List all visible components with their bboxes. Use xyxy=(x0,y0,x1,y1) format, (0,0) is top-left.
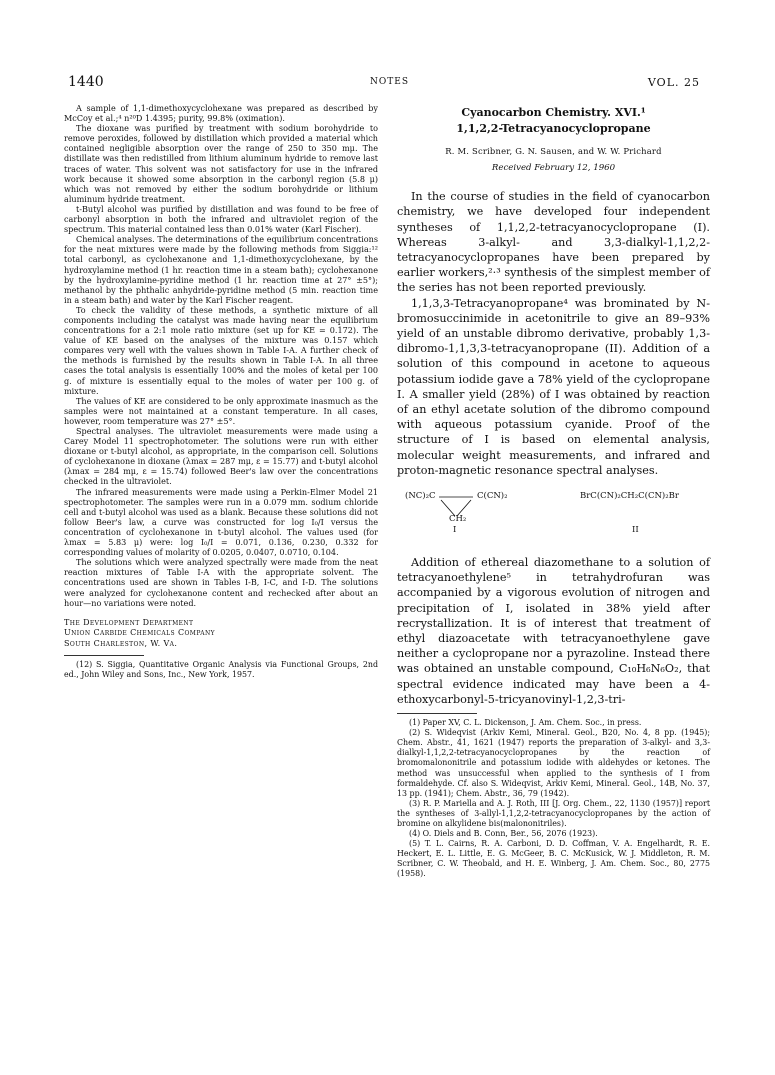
affiliation-line: Union Carbide Chemicals Company xyxy=(64,628,215,638)
paragraph: Spectral analyses. The ultraviolet measurements were made using a Carey Model 11 spectrophotometer. The solutions were run with either dioxane or t-butyl alcohol, as appropriate, in the comparison cell. Solutions of cyclohexanone in dioxane (λmax = 287 mμ, ε = 15.77) and t-butyl alcohol (λmax = 284 mμ, ε = 15.74) followed Beer's law over the concentrations checked in the ultraviolet. xyxy=(64,426,378,487)
paragraph: The infrared measurements were made using a Perkin-Elmer Model 21 spectrophotometer. The samples were run in a 0.079 mm. sodium chloride cell and t-butyl alcohol was used as a blank. Because these solutions did not follow Beer's law, a curve was constructed for log I₀/I versus the concentration of cyclohexanone in t-butyl alcohol. The values used (for λmax = 5.83 μ) were: log I₀/I = 0.071, 0.136, 0.230, 0.332 for corresponding values of molarity of 0.0205, 0.0407, 0.0710, 0.104. xyxy=(64,486,378,558)
footnote: (4) O. Diels and B. Conn, Ber., 56, 2076 (1923). xyxy=(409,829,598,839)
formula-label-i: I xyxy=(453,525,457,536)
footnotes xyxy=(397,718,710,880)
footnote: (2) S. Wideqvist (Arkiv Kemi, Mineral. Geol., B20, No. 4, 8 pp. (1945); Chem. Abstr., 41, 1621 (1947) reports the preparation of 3-alkyl- and 3,3-dialkyl-1,1,2,2-tetracyanocyclopropanes by the reaction of bromomalononitrile and potassium iodide with aldehydes or ketones. The method was unsuccessful when applied to the synthesis of I from formaldehyde. Cf. also S. Wideqvist, Arkiv Kemi, Mineral. Geol., 14B, No. 37, 13 pp. (1941); Chem. Abstr., 36, 79 (1942). xyxy=(397,728,710,798)
paragraph: The dioxane was purified by treatment with sodium borohydride to remove peroxides, followed by distillation which provided a material which contained negligible absorption over the range of 250 to 350 mμ. The distillate was then redistilled from lithium aluminum hydride to remove last traces of water. This solvent was not satisfactory for use in the infrared work because it showed some absorption in the carbonyl region (5.8 μ) which was not removed by either the sodium borohydride or lithium aluminum hydride treatment. xyxy=(64,123,378,204)
paragraph: 1,1,3,3-Tetracyanopropane⁴ was brominated by N-bromosuccinimide in acetonitrile to give an 89–93% yield of an unstable dibromo derivative, probably 1,3-dibromo-1,1,3,3-tetracyanopropane (II). Addition of a solution of this compound in acetone to aqueous potassium iodide gave a 78% yield of the cyclopropane I. A smaller yield (28%) of I was obtained by reaction of an ethyl acetate solution of the dibromo compound with aqueous potassium cyanide. Proof of the structure of I is based on elemental analysis, molecular weight measurements, and infrared and proton-magnetic resonance spectral analyses. xyxy=(397,296,710,477)
formula-label-ii: II xyxy=(632,525,639,536)
running-title: NOTES xyxy=(370,77,409,87)
affiliation-line: The Development Department xyxy=(64,617,194,627)
formula-left-a: (NC)₂C xyxy=(405,491,436,502)
affiliation-line: South Charleston, W. Va. xyxy=(64,638,178,648)
formula-right: BrC(CN)₂CH₂C(CN)₂Br xyxy=(580,491,679,502)
body-text xyxy=(397,555,710,707)
authors: R. M. Scribner, G. N. Sausen, and W. W. Prichard xyxy=(445,146,662,156)
page-number: 1440 xyxy=(68,74,104,90)
footnote: (1) Paper XV, C. L. Dickenson, J. Am. Chem. Soc., in press. xyxy=(409,718,642,728)
footnote-rule xyxy=(64,655,144,656)
paragraph: To check the validity of these methods, a synthetic mixture of all components including the catalyst was made having near the equilibrium concentrations for a 2:1 mole ratio mixture (set up for KE = 0.172). The value of KE based on the analyses of the mixture was 0.157 which compares very well with the values shown in Table I-A. A further check of the methods is furnished by the results shown in Table I-A. In all three cases the total analysis is essentially 100% and the moles of ketal per 100 g. of mixture is essentially equal to the moles of water per 100 g. of mixture. xyxy=(64,304,378,396)
paragraph: t-Butyl alcohol was purified by distillation and was found to be free of carbonyl absorption in both the infrared and ultraviolet region of the spectrum. This material contained less than 0.01% water (Karl Fischer). xyxy=(64,203,378,235)
footnote: (5) T. L. Cairns, R. A. Carboni, D. D. Coffman, V. A. Engelhardt, R. E. Heckert, E. L. Little, E. G. McGeer, B. C. McKusick, W. J. Middleton, R. M. Scribner, C. W. Theobald, and H. E. Winberg, J. Am. Chem. Soc., 80, 2775 (1958). xyxy=(397,839,710,879)
title-line: Cyanocarbon Chemistry. XVI.¹ xyxy=(461,106,646,119)
footnote: (12) S. Siggia, Quantitative Organic Analysis via Functional Groups, 2nd ed., John Wiley and Sons, Inc., New York, 1957. xyxy=(64,660,378,680)
volume-label: VOL. 25 xyxy=(647,76,700,89)
footnote-rule xyxy=(397,713,477,714)
paragraph: The solutions which were analyzed spectrally were made from the neat reaction mixtures of Table I-A with the appropriate solvent. The concentrations used are shown in Tables I-B, I-C, and I-D. The solutions were analyzed for cyclohexanone content and rechecked after about an hour—no variations were noted. xyxy=(64,557,378,608)
formula-left-b: C(CN)₂ xyxy=(477,491,508,502)
left-column xyxy=(64,103,378,680)
paragraph: Addition of ethereal diazomethane to a solution of tetracyanoethylene⁵ in tetrahydrofuran was accompanied by a vigorous evolution of nitrogen and precipitation of I, isolated in 38% yield after recrystallization. It is of interest that treatment of ethyl diazoacetate with tetracyanoethylene gave neither a cyclopropane nor a pyrazoline. Instead there was obtained an unstable compound, C₁₀H₆N₆O₂, that spectral evidence indicated may have been a 4-ethoxycarbonyl-5-tricyanovinyl-1,2,3-tri- xyxy=(397,556,710,706)
footnote: (3) R. P. Mariella and A. J. Roth, III [J. Org. Chem., 22, 1130 (1957)] report the syntheses of 3-allyl-1,1,2,2-tetracyanocyclopropanes by the action of bromine on alkylidene bis(malononitriles). xyxy=(397,798,710,829)
page-header xyxy=(0,74,775,92)
paragraph: Chemical analyses. The determinations of the equilibrium concentrations for the neat mixtures were made by the following methods from Siggia:¹² total carbonyl, as cyclohexanone and 1,1-dimethoxycyclohexane, by the hydroxylamine method (1 hr. reaction time in a steam bath); cyclohexanone by the hydroxylamine-pyridine method (1 hr. reaction time at 27° ±5°); methanol by the phthalic anhydride-pyridine method (5 min. reaction time in a steam bath) and water by the Karl Fischer reagent. xyxy=(64,234,378,305)
body-text xyxy=(397,189,710,478)
formula-ch2: CH₂ xyxy=(449,514,467,525)
paragraph: A sample of 1,1-dimethoxycyclohexane was prepared as described by McCoy et al.;⁴ n²⁰D 1.4395; purity, 99.8% (oximation). xyxy=(64,103,378,124)
paragraph: The values of KE are considered to be only approximate inasmuch as the samples were not maintained at a constant temperature. In all cases, however, room temperature was 27° ±5°. xyxy=(64,395,378,426)
affiliation-block xyxy=(64,618,378,650)
structural-formulas xyxy=(397,485,710,537)
title-line: 1,1,2,2-Tetracyanocyclopropane xyxy=(456,122,651,135)
paragraph: In the course of studies in the field of cyanocarbon chemistry, we have developed four independent syntheses of 1,1,2,2-tetracyanocyclopropane (I). Whereas 3-alkyl- and 3,3-dialkyl-1,1,2,2-tetracyanocyclopropanes have been prepared by earlier workers,²·³ synthesis of the simplest member of the series has not been reported previously. xyxy=(397,190,710,295)
article-title xyxy=(397,105,710,137)
right-column xyxy=(397,103,710,880)
received-date: Received February 12, 1960 xyxy=(491,163,616,174)
